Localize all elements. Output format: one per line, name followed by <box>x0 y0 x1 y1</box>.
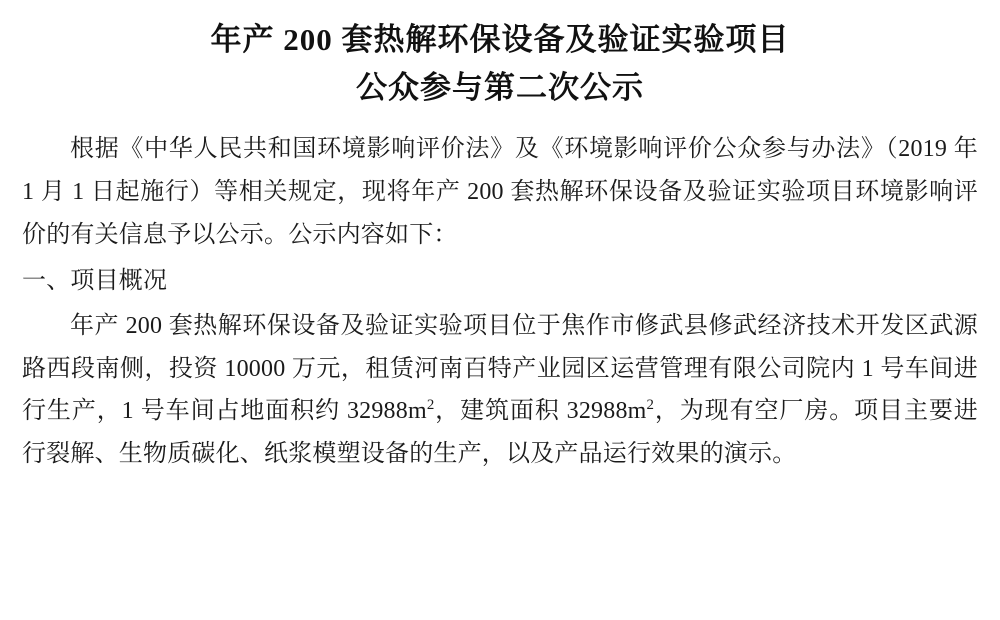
section-heading-project-overview: 一、项目概况 <box>22 268 168 295</box>
document-body <box>22 128 978 476</box>
overview-text-mid: ，建筑面积 32988m <box>434 398 647 425</box>
area-unit-exponent-1: 2 <box>426 397 435 414</box>
paragraph-legal-basis: 根据《中华人民共和国环境影响评价法》及《环境影响评价公众参与办法》（2019 年 1 月 1 日起施行）等相关规定，现将年产 200 套热解环保设备及验证实验项目环境影响评价的有关信息予以公示。公示内容如下： <box>22 136 978 248</box>
title-line-1: 年产 200 套热解环保设备及验证实验项目 <box>210 22 790 57</box>
overview-text-tail: ，为现有空厂房。项目主要进行裂解、生物质碳化、纸浆模塑设备的生产，以及产品运行效果的演示。 <box>22 398 978 468</box>
area-unit-exponent-2: 2 <box>646 397 655 414</box>
paragraph-project-overview <box>22 305 978 476</box>
overview-text-part1: 年产 200 套热解环保设备及验证实验项目位于焦作市修武县修武经济技术开发区武源路西段南侧，投资 10000 万元，租赁河南百特产业园区运营管理有限公司院内 1 号车间进行生产，1 号车间占地面积约 32988m <box>22 312 978 425</box>
document-title <box>22 16 978 112</box>
title-line-2: 公众参与第二次公示 <box>356 70 644 106</box>
